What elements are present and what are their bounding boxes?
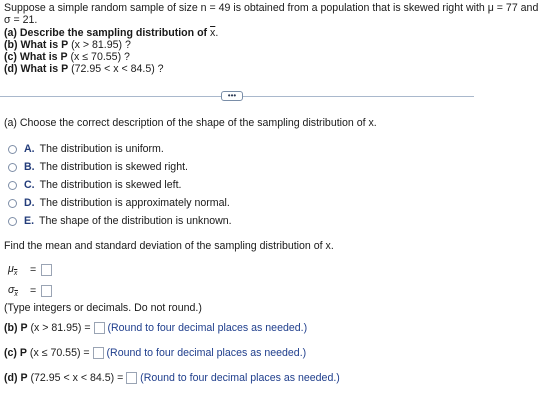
part-c-label: (c) What is P — [4, 51, 68, 63]
option-a-letter: A. — [24, 143, 35, 155]
part-a-label: (a) Describe the sampling distribution of — [4, 27, 208, 39]
part-d-label: (d) What is P — [4, 63, 69, 75]
option-c-letter: C. — [24, 179, 35, 191]
sd-input[interactable] — [41, 285, 52, 297]
option-d-text: The distribution is approximately normal. — [39, 197, 230, 209]
part-d-question — [4, 63, 164, 76]
part-c-hint: (Round to four decimal places as needed.) — [106, 347, 307, 359]
option-c[interactable] — [8, 178, 182, 192]
part-d-answer-row — [4, 372, 340, 385]
mean-sd-prompt: Find the mean and standard deviation of the sampling distribution of x. — [4, 240, 334, 252]
part-b-answer-label: (b) P — [4, 322, 28, 334]
part-b-answer-expr: (x > 81.95) = — [30, 322, 91, 334]
option-a-text: The distribution is uniform. — [39, 143, 164, 155]
option-e[interactable] — [8, 214, 232, 228]
mu-subscript: x — [13, 270, 18, 277]
option-a[interactable] — [8, 142, 164, 156]
part-d-expr: (72.95 < x < 84.5) ? — [71, 63, 164, 75]
part-b-expr: (x > 81.95) ? — [71, 39, 131, 51]
part-d-input[interactable] — [126, 372, 137, 384]
mean-row — [8, 263, 52, 277]
part-b-hint: (Round to four decimal places as needed.) — [107, 322, 308, 334]
option-d[interactable] — [8, 196, 230, 210]
part-b-answer-row — [4, 322, 307, 335]
sigma-subscript: x — [14, 291, 18, 298]
part-d-answer-expr: (72.95 < x < 84.5) = — [30, 372, 124, 384]
part-c-input[interactable] — [93, 347, 104, 359]
radio-c[interactable] — [8, 181, 17, 190]
option-e-letter: E. — [24, 215, 35, 227]
option-c-text: The distribution is skewed left. — [39, 179, 182, 191]
part-c-answer-label: (c) P — [4, 347, 27, 359]
intro-line-2: σ = 21. — [4, 14, 38, 26]
mu-symbol: $\mu_{\overline{x}}$ — [8, 263, 18, 277]
part-b-input[interactable] — [94, 322, 105, 334]
sigma-symbol: $\sigma_{\overline{x}}$ — [8, 284, 18, 298]
sd-row — [8, 284, 52, 298]
part-c-answer-row — [4, 347, 306, 360]
xbar-symbol: $\overline{x}$ — [210, 27, 216, 39]
radio-a[interactable] — [8, 145, 17, 154]
part-c-expr: (x ≤ 70.55) ? — [70, 51, 130, 63]
type-note: (Type integers or decimals. Do not round.) — [4, 302, 202, 314]
sd-equals: = — [30, 285, 37, 297]
radio-e[interactable] — [8, 217, 17, 226]
part-b-label: (b) What is P — [4, 39, 69, 51]
option-b-letter: B. — [24, 161, 35, 173]
part-c-answer-expr: (x ≤ 70.55) = — [29, 347, 90, 359]
part-d-hint: (Round to four decimal places as needed.) — [140, 372, 340, 384]
mean-equals: = — [30, 264, 37, 276]
radio-d[interactable] — [8, 199, 17, 208]
mean-input[interactable] — [41, 264, 52, 276]
option-d-letter: D. — [24, 197, 35, 209]
option-e-text: The shape of the distribution is unknown. — [39, 215, 232, 227]
part-d-answer-label: (d) P — [4, 372, 28, 384]
part-a-prompt: (a) Choose the correct description of the shape of the sampling distribution of x. — [4, 117, 377, 129]
radio-b[interactable] — [8, 163, 17, 172]
option-b[interactable] — [8, 160, 188, 174]
intro-line-1: Suppose a simple random sample of size n = 49 is obtained from a population that is skewed right with μ = 77 and — [4, 2, 538, 14]
expand-button[interactable]: ••• — [221, 91, 243, 101]
option-b-text: The distribution is skewed right. — [39, 161, 188, 173]
part-a-suffix: . — [215, 27, 219, 39]
